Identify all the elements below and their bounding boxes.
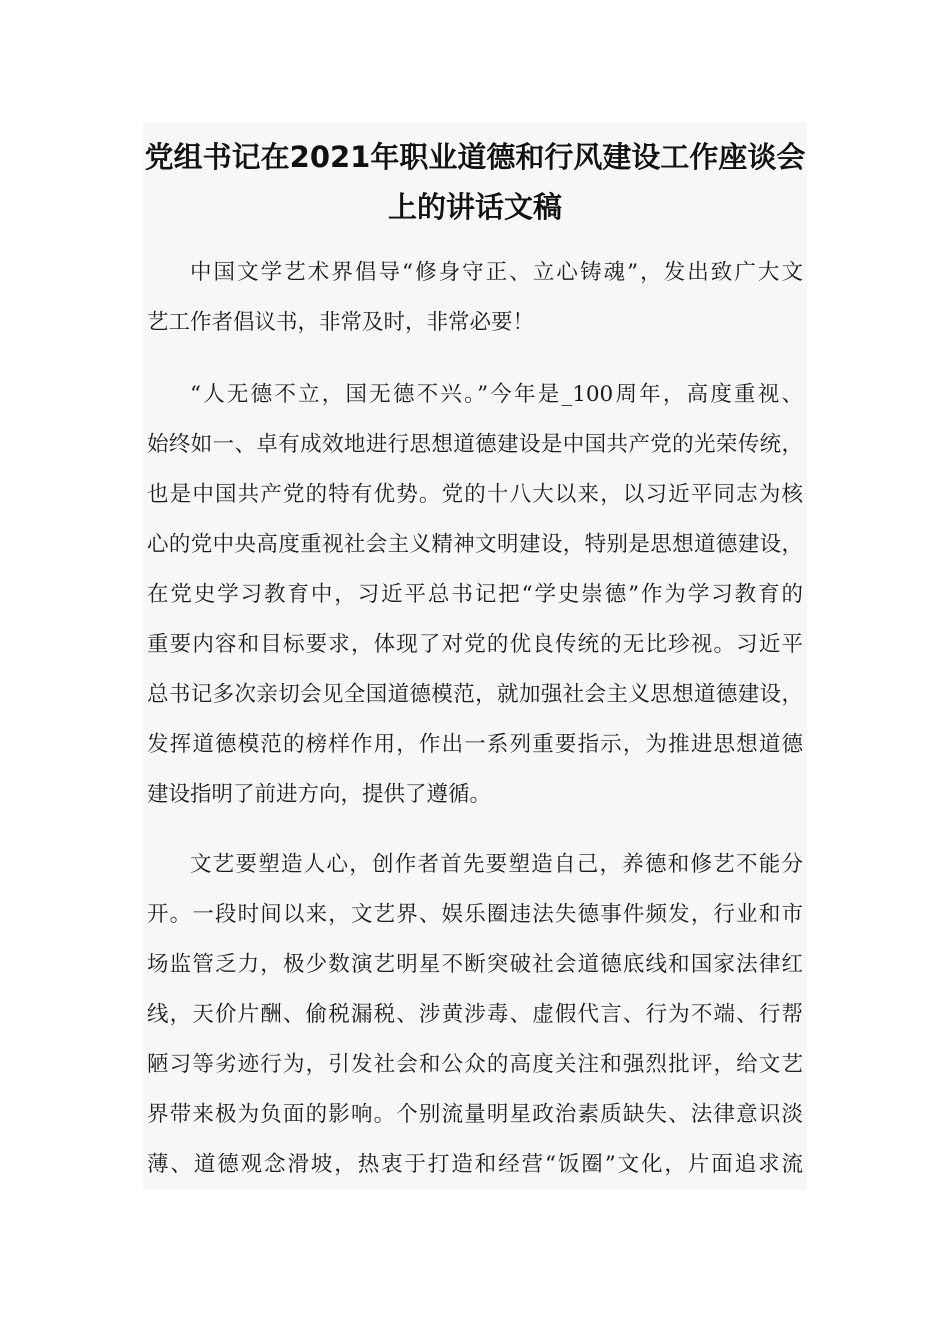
- document-title-line-1: 党组书记在2021年职业道德和行风建设工作座谈会: [144, 140, 806, 174]
- paragraph-2-line-6: 重要内容和目标要求，体现了对党的优良传统的无比珍视。习近平: [147, 632, 803, 657]
- paragraph-2-line-8: 发挥道德模范的榜样作用，作出一系列重要指示，为推进思想道德: [147, 732, 803, 757]
- paragraph-1-line-1: 中国文学艺术界倡导“修身守正、立心铸魂”，发出致广大文: [190, 260, 803, 285]
- paragraph-3-line-6: 界带来极为负面的影响。个别流量明星政治素质缺失、法律意识淡: [147, 1102, 803, 1127]
- paragraph-3-line-3: 场监管乏力，极少数演艺明星不断突破社会道德底线和国家法律红: [147, 952, 803, 977]
- paragraph-2-line-7: 总书记多次亲切会见全国道德模范，就加强社会主义思想道德建设，: [147, 682, 803, 707]
- paragraph-2-line-1: “人无德不立，国无德不兴。”今年是_100周年，高度重视、: [190, 382, 803, 407]
- paragraph-2-line-5: 在党史学习教育中，习近平总书记把“学史崇德”作为学习教育的: [147, 582, 803, 607]
- document-title-line-2: 上的讲话文稿: [387, 190, 562, 224]
- document-page: [143, 122, 807, 1190]
- paragraph-2-line-3: 也是中国共产党的特有优势。党的十八大以来，以习近平同志为核: [147, 482, 803, 507]
- paragraph-3-line-7: 薄、道德观念滑坡，热衷于打造和经营“饭圈”文化，片面追求流: [147, 1152, 803, 1177]
- paragraph-3-line-1: 文艺要塑造人心，创作者首先要塑造自己，养德和修艺不能分: [190, 852, 803, 877]
- paragraph-2-line-9: 建设指明了前进方向，提供了遵循。: [147, 782, 492, 807]
- paragraph-3-line-5: 陋习等劣迹行为，引发社会和公众的高度关注和强烈批评，给文艺: [147, 1052, 803, 1077]
- paragraph-2-line-4: 心的党中央高度重视社会主义精神文明建设，特别是思想道德建设，: [147, 532, 803, 557]
- paragraph-2-line-2: 始终如一、卓有成效地进行思想道德建设是中国共产党的光荣传统，: [147, 432, 803, 457]
- paragraph-3-line-2: 开。一段时间以来，文艺界、娱乐圈违法失德事件频发，行业和市: [147, 902, 803, 927]
- paragraph-1-line-2: 艺工作者倡议书，非常及时，非常必要！: [147, 310, 535, 335]
- paragraph-3-line-4: 线，天价片酬、偷税漏税、涉黄涉毒、虚假代言、行为不端、行帮: [147, 1002, 803, 1027]
